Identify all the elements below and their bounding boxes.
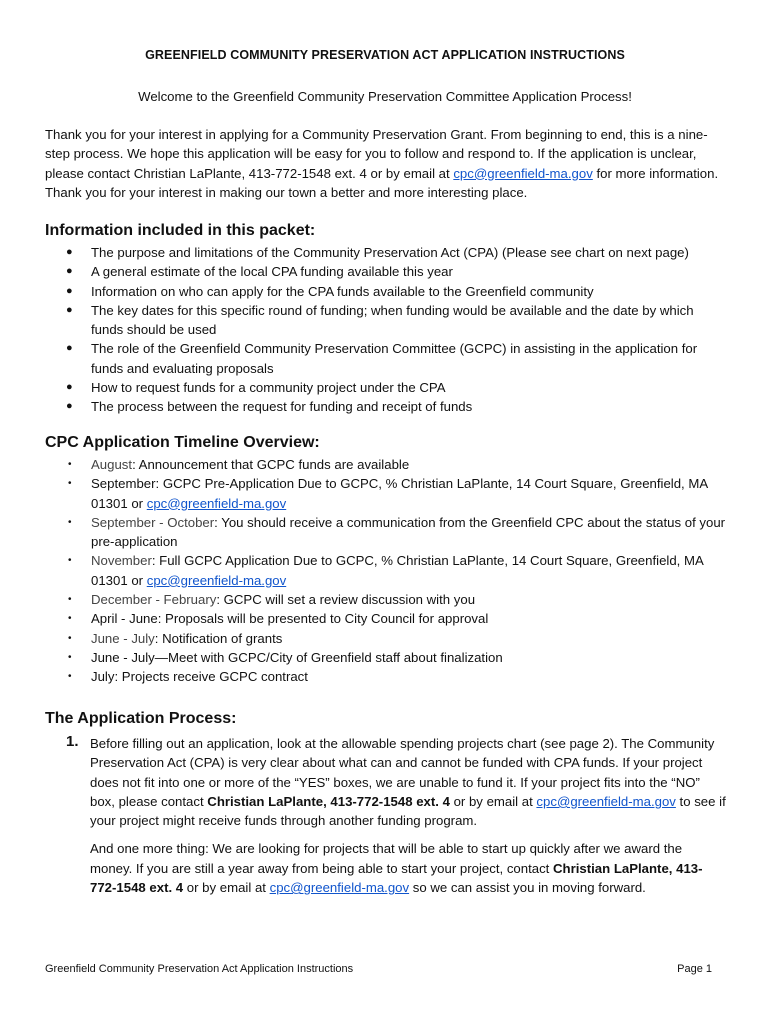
process-heading: The Application Process:: [45, 710, 237, 727]
list-item: ● The process between the request for funding and receipt of funds: [66, 397, 726, 416]
footer-title: Greenfield Community Preservation Act Application Instructions: [45, 963, 354, 975]
welcome-line: Welcome to the Greenfield Community Preservation Committee Application Process!: [138, 89, 632, 104]
timeline-email-link[interactable]: cpc@greenfield-ma.gov: [146, 495, 287, 511]
packet-heading: Information included in this packet:: [45, 222, 316, 239]
step-number: 1.: [66, 733, 79, 750]
list-item: ● The purpose and limitations of the Community Preservation Act (CPA) (Please see chart on next page): [66, 243, 726, 262]
bullet-icon: ●: [66, 303, 73, 316]
bullet-icon: •: [68, 651, 72, 663]
timeline-list: [66, 455, 726, 687]
list-item: • April - June: Proposals will be presented to City Council for approval: [66, 609, 726, 628]
bullet-icon: •: [68, 613, 72, 625]
list-item: ● How to request funds for a community project under the CPA: [66, 378, 726, 397]
bullet-icon: ●: [66, 265, 73, 278]
list-item: ● The role of the Greenfield Community Preservation Committee (GCPC) in assisting in the application for funds and evaluating proposals: [66, 341, 698, 376]
bullet-icon: •: [68, 459, 72, 470]
document-title: GREENFIELD COMMUNITY PRESERVATION ACT APPLICATION INSTRUCTIONS: [145, 48, 625, 62]
list-item: • June - July—Meet with GCPC/City of Greenfield staff about finalization: [66, 648, 726, 667]
list-item: • September - October: You should receive a communication from the Greenfield CPC about the status of your pre-application: [68, 514, 726, 550]
list-item: • December - February: GCPC will set a review discussion with you: [66, 590, 726, 609]
list-item: • November: Full GCPC Application Due to GCPC, % Christian LaPlante, 14 Court Square, Greenfield, MA 01301 or cpc@greenfield-ma.gov: [68, 553, 704, 588]
intro-email-link[interactable]: cpc@greenfield-ma.gov: [453, 165, 593, 181]
list-item: • July: Projects receive GCPC contract: [66, 667, 726, 686]
bullet-icon: •: [68, 516, 72, 528]
bullet-icon: ●: [66, 284, 73, 297]
intro-paragraph: [45, 125, 725, 202]
packet-list: [66, 243, 726, 417]
list-item: ● The key dates for this specific round of funding; when funding would be available and the date by which funds should be used: [66, 302, 694, 338]
step-1-note-email-link[interactable]: cpc@greenfield-ma.gov: [269, 880, 410, 896]
bullet-icon: •: [68, 555, 72, 567]
bullet-icon: ●: [66, 400, 73, 413]
intro-text-1: Thank you for your interest in applying for a Community Preservation Grant. From beginning to end, this is a nine-step process. We hope this application will be easy for you to follow and respond to. If the application is unclear, please contact Christian LaPlante, 413-772-1548 ext. 4 or by email at: [45, 127, 708, 181]
bullet-icon: ●: [66, 381, 73, 394]
bullet-icon: •: [68, 632, 72, 644]
bullet-icon: ●: [66, 342, 73, 355]
timeline-heading: CPC Application Timeline Overview:: [45, 434, 320, 451]
step-1-note-paragraph: And one more thing: We are looking for projects that will be able to start up quickly after we award the money. If you are still a year away from being able to start your project, contact Christian LaPlante, 413-772-1548 ext. 4 or by email at cpc@greenfield-ma.gov so we can assist you in moving forward.: [90, 841, 703, 896]
bullet-icon: •: [68, 671, 72, 683]
bullet-icon: ●: [66, 246, 73, 258]
list-item: ● Information on who can apply for the CPA funds available to the Greenfield community: [66, 282, 726, 301]
bullet-icon: •: [68, 594, 72, 606]
list-item: • June - July: Notification of grants: [66, 629, 726, 648]
list-item: ● A general estimate of the local CPA funding available this year: [66, 262, 726, 281]
page-number: Page 1: [677, 963, 712, 975]
list-item: • August: Announcement that GCPC funds are available: [66, 455, 726, 474]
list-item: • September: GCPC Pre-Application Due to GCPC, % Christian LaPlante, 14 Court Square, Greenfield, MA 01301 or cpc@greenfield-ma.gov: [68, 476, 708, 511]
step-1-paragraph: Before filling out an application, look at the allowable spending projects chart (see page 2). The Community Preservation Act (CPA) is very clear about what can and cannot be funded with CPA funds. If your project does not fit into one or more of the “YES” boxes, we are unable to fund it. If your project fits into the “NO” box, please contact Christian LaPlante, 413-772-1548 ext. 4 or by email at cpc@greenfield-ma.gov to see if your project might receive funds through another funding program.: [90, 736, 726, 829]
intro-text-2: for more information. Thank you for your interest in making our town a better and more interesting place.: [45, 165, 719, 200]
bullet-icon: •: [68, 478, 72, 490]
process-step-1: [66, 734, 726, 897]
timeline-email-link[interactable]: cpc@greenfield-ma.gov: [146, 572, 287, 588]
step-1-email-link[interactable]: cpc@greenfield-ma.gov: [536, 793, 676, 809]
